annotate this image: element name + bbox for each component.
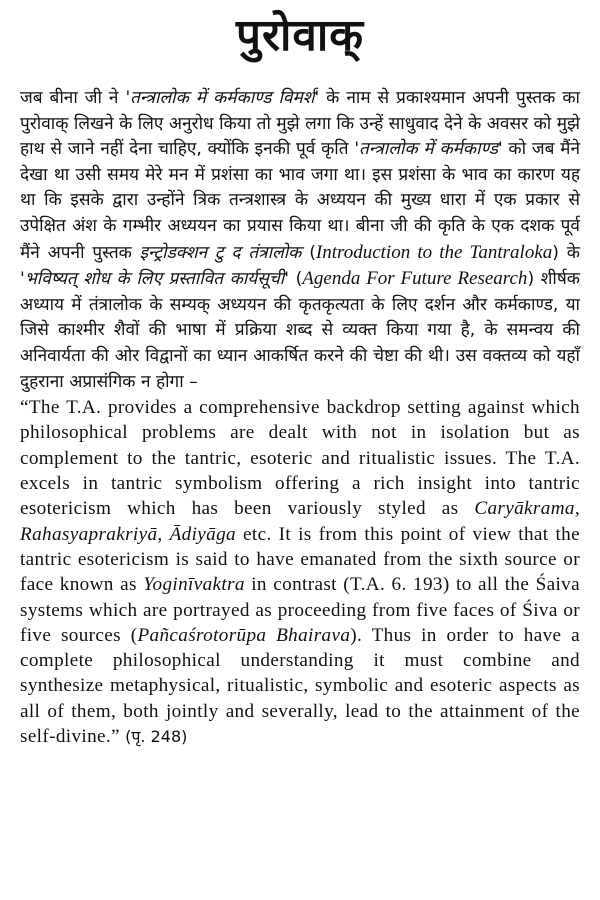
text-run: ) शीर्षक अध्याय में तंत्रालोक के सम्यक् अध्ययन की कृतकृत्यता के लिए दर्शन और कर्मकाण्ड, या जिसे काश्मीर शैवों की भाषा में प्रक्रिया शब्द से व्यक्त किया गया है, के समन्वय की अनिवार्यता की ओर विद्वानों का ध्यान आकर्षित करने की चेष्टा की थी। उस वक्तव्य को यहाँ दुहराना अप्रासंगिक न होगा – [20,269,581,392]
text-run: के नाम से प्रकाश्यमान अपनी पुस्तक का पुरोवाक् लिखने के लिए अनुरोध किया तो मुझे लगा कि उन्हें साधुवाद देने के अवसर को मुझे हाथ से जाने नहीं देना चाहिए, क्योंकि इनकी पूर्व कृति [20,88,581,160]
quote-term-italic: Yoginīvaktra [143,574,245,596]
book-title-english: Introduction to the Tantraloka [315,241,553,263]
hindi-paragraph [20,86,580,395]
book-title-italic: इन्ट्रोडक्शन टु द तंत्रालोक [139,242,302,263]
book-title-italic: 'तन्त्रालोक में कर्मकाण्ड विमर्श' [125,88,320,108]
quote-run: ). Thus in order to have a complete philosophical understanding it must combine and synthesize metaphysical, ritualistic, symbolic and esoteric aspects as all of them, both jointly and severally, lead to the attainment of the self-divine.” [20,624,580,747]
text-run: जब बीना जी ने [20,88,126,108]
quote-run: etc. It is from this point of view that the tantric esotericism is said to have emanated from the sixth source or face known as [20,523,580,596]
book-title-italic: 'तन्त्रालोक में कर्मकाण्ड' [354,139,503,160]
quote-term-italic: Pañcaśrotorūpa Bhairava [137,624,351,646]
quote-run: “The T.A. provides a comprehensive backdrop setting against which philosophical problems are dealt with not in isolation but as complement to the tantric, esoteric and ritualistic issues. The T.A. excels in tantric symbolism offering a rich insight into tantric esotericism which has been variously styled as [20,397,580,520]
english-quote [20,395,580,749]
text-run: ) के [552,242,581,263]
text-run: ( [288,269,303,290]
page-reference: (पृ. 248) [125,726,188,746]
text-run: को जब मैंने देखा था उसी समय मेरे मन में प्रशंसा का भाव जगा था। इस प्रशंसा के भाव का कारण यह था कि इसके द्वारा उन्होंने त्रिक तन्त्रशास्त्र के अध्ययन की मुख्य धारा में एक प्रकार से उपेक्षित अंश के गम्भीर अध्ययन का प्रयास किया था। बीना जी की कृति के एक दशक पूर्व मैंने अपनी पुस्तक [20,139,580,263]
chapter-title-english: Agenda For Future Research [302,268,528,290]
chapter-title-italic: 'भविष्यत् शोध के लिए प्रस्तावित कार्यसूची' [20,269,289,290]
text-run: ( [301,242,316,263]
quote-run: in contrast (T.A. 6. 193) to all the Śaiva systems which are portrayed as proceeding from five faces of Śiva or five sources ( [20,574,580,646]
quote-term-italic: Caryākrama, Rahasyaprakriyā, Ādiyāga [20,498,580,545]
page-title: पुरोवाक् [235,10,365,61]
